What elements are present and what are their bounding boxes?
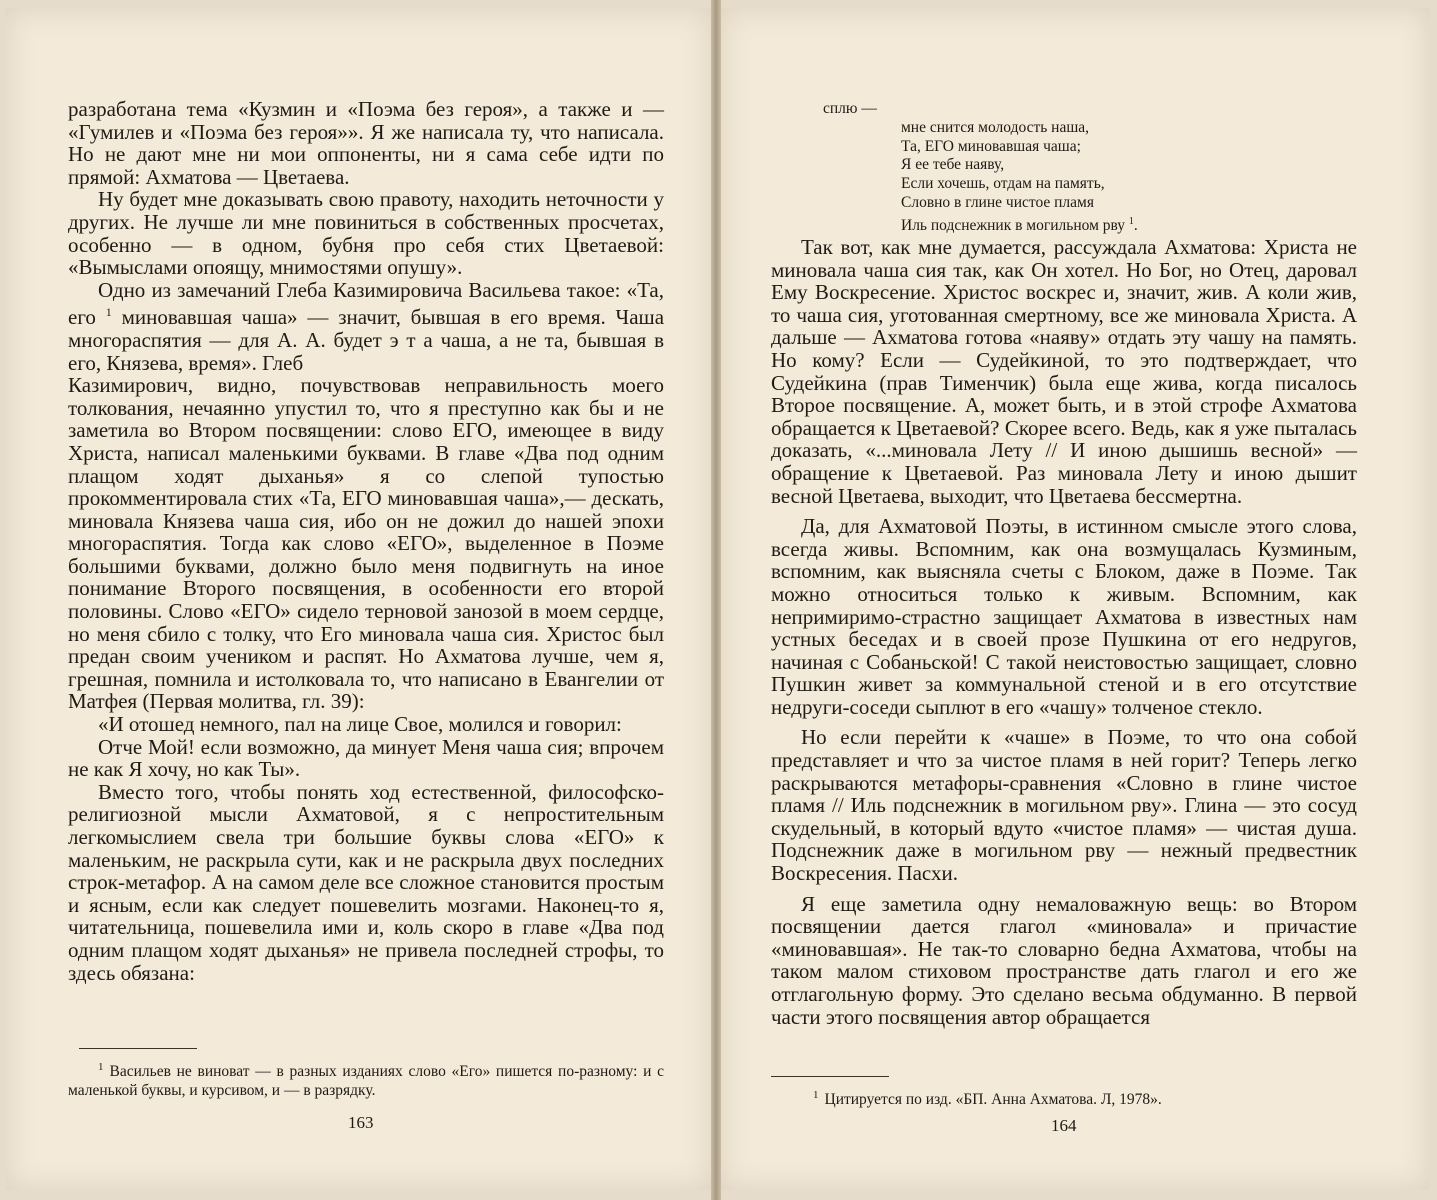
poem-line: Если хочешь, отдам на память, xyxy=(901,175,1105,193)
poem-line-text: Иль подснежник в могильном рву xyxy=(901,216,1126,234)
quote-paragraph: «И отошед немного, пал на лице Свое, молился и говорил: xyxy=(98,712,622,737)
footnote-mark: 1 xyxy=(813,1089,819,1101)
footnote-divider xyxy=(771,1076,889,1077)
footnote-ref: 1 xyxy=(1128,215,1134,227)
paragraph-cont: миновавшая чаша» — значит, бывшая в его время. Чаша многораспятия — для А. А. будет э т а чаша, а не та, бывшая в его, Князева, время». Глеб xyxy=(68,305,665,375)
poem-line: Я ее тебе наяву, xyxy=(901,156,1005,174)
left-page xyxy=(6,8,711,1190)
poem-line: Та, ЕГО миновавшая чаша; xyxy=(901,137,1081,155)
poem-line: Словно в глине чистое пламя xyxy=(901,193,1094,211)
poem-line: Иль подснежник в могильном рву $^1$. xyxy=(901,215,1138,234)
paragraph-start: Одно из замечаний Глеба Казимировича Васильева такое: «Та, его xyxy=(68,277,664,330)
poem-line: сплю — xyxy=(823,100,877,117)
paragraph: Ну будет мне доказывать свою правоту, находить неточности у других. Не лучше ли мне повиниться в собственных просчетах, особенно — в одном, бубня про себя стих Цветаевой: «Вымыслами опоящу, мнимостями опушу». xyxy=(68,187,664,280)
page-number: 163 xyxy=(348,1113,374,1132)
footnote-ref: 1 xyxy=(105,305,112,320)
poem-line: мне снится молодость наша, xyxy=(901,118,1090,136)
paragraph: Я еще заметила одну немаловажную вещь: во Втором посвящении дается глагол «миновала» и причастие «миновавшая». Не так-то словарно бедна Ахматова, чтобы на таком малом стиховом пространстве дать глагол и его же отглагольную форму. Это сделано весьма обдуманно. В первой части этого посвящения автор обращается xyxy=(771,891,1357,1029)
paragraph xyxy=(68,279,664,374)
page-number: 164 xyxy=(1051,1116,1077,1135)
right-page xyxy=(721,8,1429,1190)
book-gutter xyxy=(711,0,721,1200)
paragraph: Так вот, как мне думается, рассуждала Ахматова: Христа не миновала чаша сия так, как Он хотел. Но Бог, но Отец, даровал Ему Воскресение. Христос воскрес и, значит, жив. А коли жив, то чаша сия, уготованная смертному, все же миновала Христа. А дальше — Ахматова готова «наяву» отдать эту чашу на память. Но кому? Если — Судейкиной, то это подтверждает, что Судейкина (прав Тименчик) была еще жива, когда писалось Второе посвящение. А, может быть, и в этой строфе Ахматова обращается к Цветаевой? Скорее всего. Ведь, как я уже пыталась доказать, «...миновала Лету // И иною дышишь весной» — обращение к Цветаевой. Раз миновала Лету и иною дышит весной Цветаева, выходит, что Цветаева бессмертна. xyxy=(771,235,1357,508)
footnote-text: Цитируется по изд. «БП. Анна Ахматова. Л, 1978». xyxy=(824,1091,1162,1109)
paragraph: разработана тема «Кузмин и «Поэма без героя», а также и — «Гумилев и «Поэма без героя»». Я же написала ту, что написала. Но не дают мне ни мои оппоненты, ни я сама себе идти по прямой: Ахматова — Цветаева. xyxy=(68,97,664,189)
footnote xyxy=(68,1058,664,1101)
poem-excerpt xyxy=(823,100,1321,236)
footnote-divider xyxy=(79,1048,197,1049)
quote-paragraph: Отче Мой! если возможно, да минует Меня чаша сия; впрочем не как Я хочу, но как Ты». xyxy=(68,734,664,782)
footnote-mark: 1 xyxy=(98,1061,104,1073)
right-page-text xyxy=(771,236,1357,1028)
paragraph: Да, для Ахматовой Поэты, в истинном смысле этого слова, всегда живы. Вспомним, как она возмущалась Кузминым, вспомним, как выясняла счеты с Блоком, даже в Поэме. Так можно относиться только к живым. Вспомним, как непримиримо-страстно защищает Ахматова в известных нам устных беседах и в своей прозе Пушкина от его недругов, начиная с Собаньской! С такой неистовостью защищает, словно Пушкин живет за коммунальной стеной и в его отсутствие недруги-соседи сыплют в его «чашу» толченое стекло. xyxy=(771,514,1357,719)
footnote-text: Васильев не виноват — в разных изданиях слово «Его» пишется по-разному: и с маленькой буквы, и курсивом, и — в разрядку. xyxy=(68,1063,664,1099)
footnote xyxy=(783,1086,1343,1110)
left-page-text xyxy=(68,98,664,984)
paragraph: Казимирович, видно, почувствовав неправильность моего толкования, нечаянно упустил то, что я преступно как бы и не заметила во Втором посвящении: слово ЕГО, имеющее в виду Христа, написал маленькими буквами. В главе «Два под одним плащом ходят дыханья» я со слепой тупостью прокомментировала стих «Та, ЕГО миновавшая чаша»,— дескать, миновала Князева чаша сия, ибо он не дожил до нашей эпохи многораспятия. Тогда как слово «ЕГО», выделенное в Поэме большими буквами, должно было меня подвигнуть на иное понимание Второго посвящения, в особенности его второй половины. Слово «ЕГО» сидело терновой занозой в моем сердце, но меня сбило с толку, что Его миновала чаша сия. Христос был предан своим учеником и распят. Но Ахматова лучше, чем я, грешная, помнила и истолковала то, что написано в Евангелии от Матфея (Первая молитва, гл. 39): xyxy=(68,373,664,714)
paragraph: Вместо того, чтобы понять ход естественной, философско-религиозной мысли Ахматовой, я с непростительным легкомыслием свела три большие буквы слова «ЕГО» к маленьким, не раскрыла сути, как и не раскрыла двух последних строк-метафор. А на самом деле все сложное становится простым и ясным, если как следует пошевелить мозгами. Наконец-то я, читательница, пошевелила ими и, коль скоро в главе «Два под одним плащом ходят дыханья» не привела последней строфы, то здесь обязана: xyxy=(68,779,664,985)
paragraph: Но если перейти к «чаше» в Поэме, то что она собой представляет и что за чистое пламя в ней горит? Теперь легко раскрываются метафоры-сравнения «Словно в глине чистое пламя // Иль подснежник в могильном рву». Глина — это сосуд скудельный, в который вдуто «чистое пламя» — чистая душа. Подснежник даже в могильном рву — нежный предвестник Воскресения. Пасхи. xyxy=(771,725,1357,886)
